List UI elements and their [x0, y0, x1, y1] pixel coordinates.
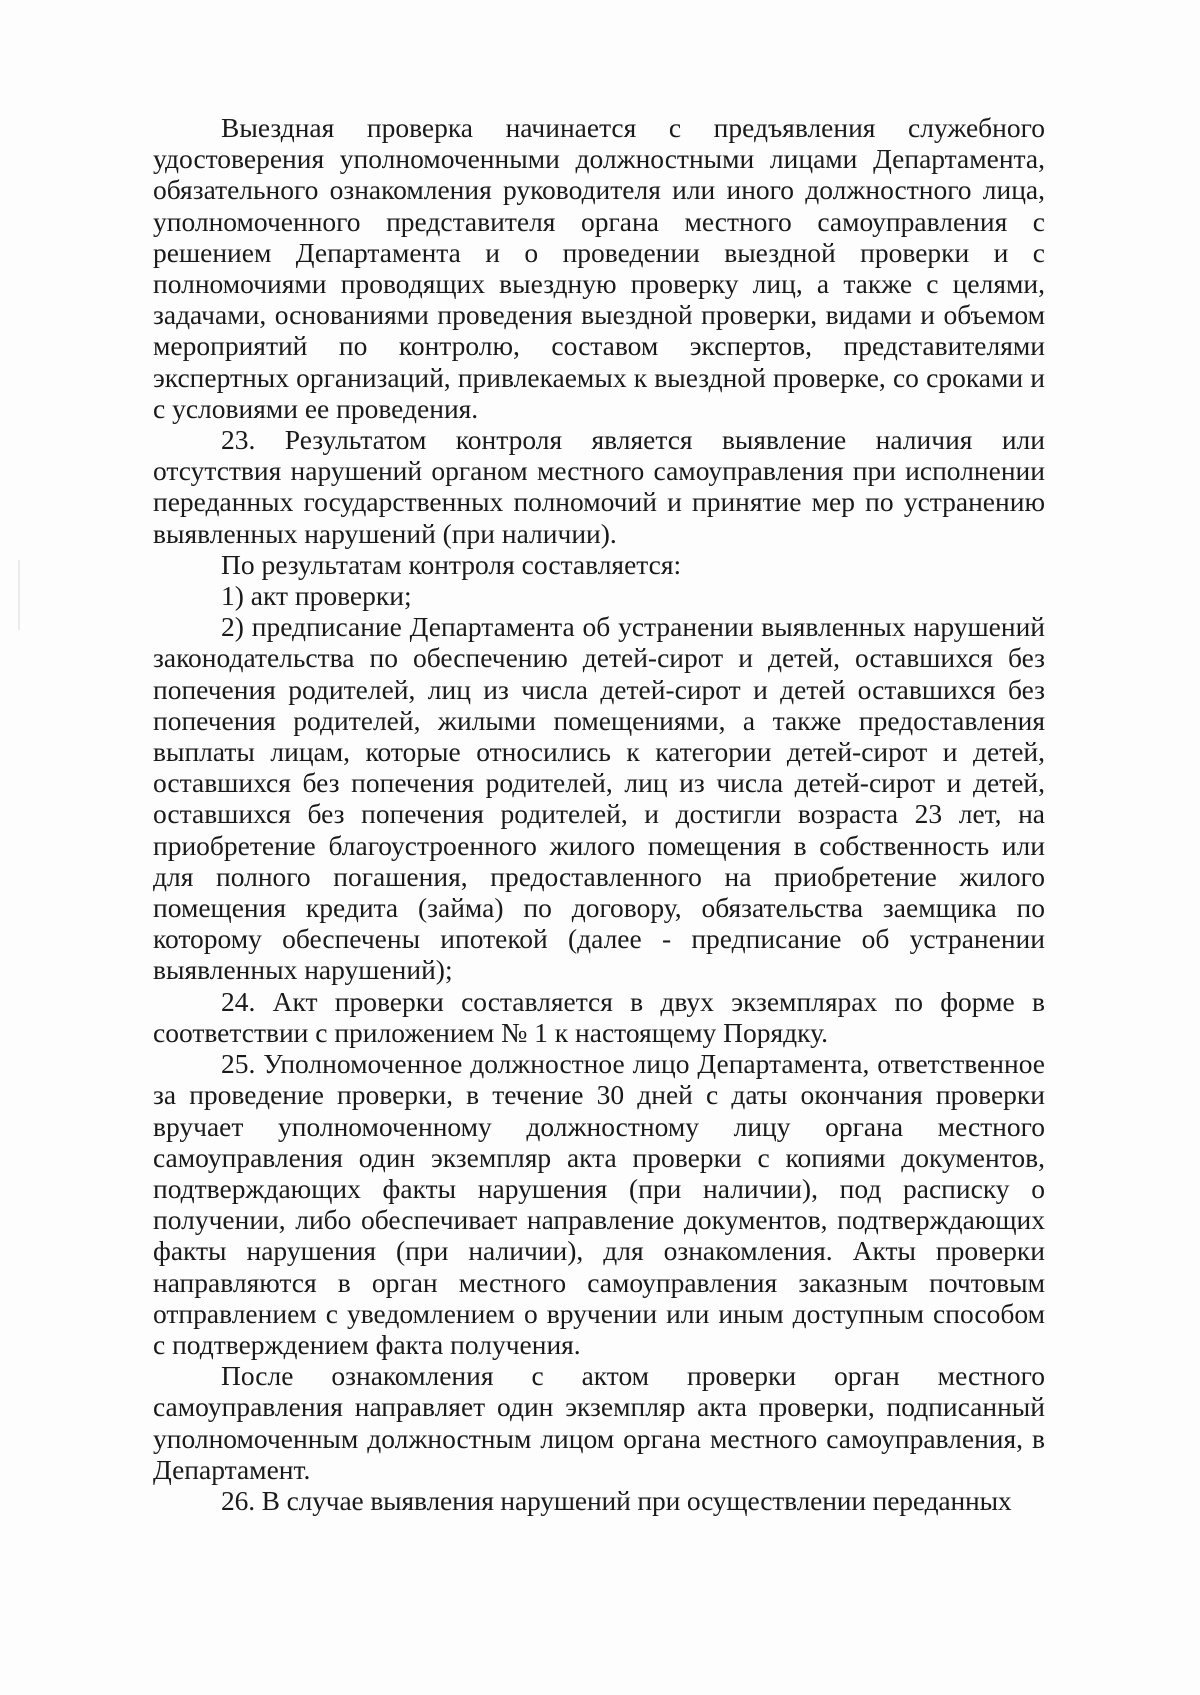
document-body	[153, 112, 1045, 1516]
paragraph-control-results-intro: По результатам контроля составляется:	[221, 548, 682, 580]
list-item-inspection-act: 1) акт проверки;	[221, 580, 412, 612]
paragraph-23-control-result: 23. Результатом контроля является выявление наличия или отсутствия нарушений органом местного самоуправления при исполнении переданных государственных полномочий и принятие мер по устранению выявленных нарушений (при наличии).	[153, 424, 1045, 549]
paragraph-25-act-delivery: 25. Уполномоченное должностное лицо Департамента, ответственное за проведение проверки, в течение 30 дней с даты окончания проверки вручает уполномоченному должностному лицу органа местного самоуправления один экземпляр акта проверки с копиями документов, подтверждающих факты нарушения (при наличии), под расписку о получении, либо обеспечивает направление документов, подтверждающих факты нарушения (при наличии), для ознакомления. Акты проверки направляются в орган местного самоуправления заказным почтовым отправлением с уведомлением о вручении или иным доступным способом с подтверждением факта получения.	[153, 1048, 1045, 1360]
list-item-department-order: 2) предписание Департамента об устранении выявленных нарушений законодательства по обеспечению детей-сирот и детей, оставшихся без попечения родителей, лиц из числа детей-сирот и детей оставшихся без попечения родителей, жилыми помещениями, а также предоставления выплаты лицам, которые относились к категории детей-сирот и детей, оставшихся без попечения родителей, лиц из числа детей-сирот и детей, оставшихся без попечения родителей, и достигли возраста 23 лет, на приобретение благоустроенного жилого помещения в собственность или для полного погашения, предоставленного на приобретение жилого помещения кредита (займа) по договору, обязательства заемщика по которому обеспечены ипотекой (далее - предписание об устранении выявленных нарушений);	[153, 611, 1045, 986]
paragraph-26-violations: 26. В случае выявления нарушений при осуществлении переданных	[221, 1484, 1012, 1516]
scan-artifact	[18, 560, 20, 630]
paragraph-24-act-copies: 24. Акт проверки составляется в двух экземплярах по форме в соответствии с приложением № 1 к настоящему Порядку.	[153, 985, 1045, 1048]
paragraph-field-inspection-start: Выездная проверка начинается с предъявления служебного удостоверения уполномоченными должностными лицами Департамента, обязательного ознакомления руководителя или иного должностного лица, уполномоченного представителя органа местного самоуправления с решением Департамента и о проведении выездной проверки и с полномочиями проводящих выездную проверку лиц, а также с целями, задачами, основаниями проведения выездной проверки, видами и объемом мероприятий по контролю, составом экспертов, представителями экспертных организаций, привлекаемых к выездной проверке, со сроками и с условиями ее проведения.	[153, 112, 1045, 424]
paragraph-after-review: После ознакомления с актом проверки орган местного самоуправления направляет один экземпляр акта проверки, подписанный уполномоченным должностным лицом органа местного самоуправления, в Департамент.	[153, 1360, 1045, 1485]
